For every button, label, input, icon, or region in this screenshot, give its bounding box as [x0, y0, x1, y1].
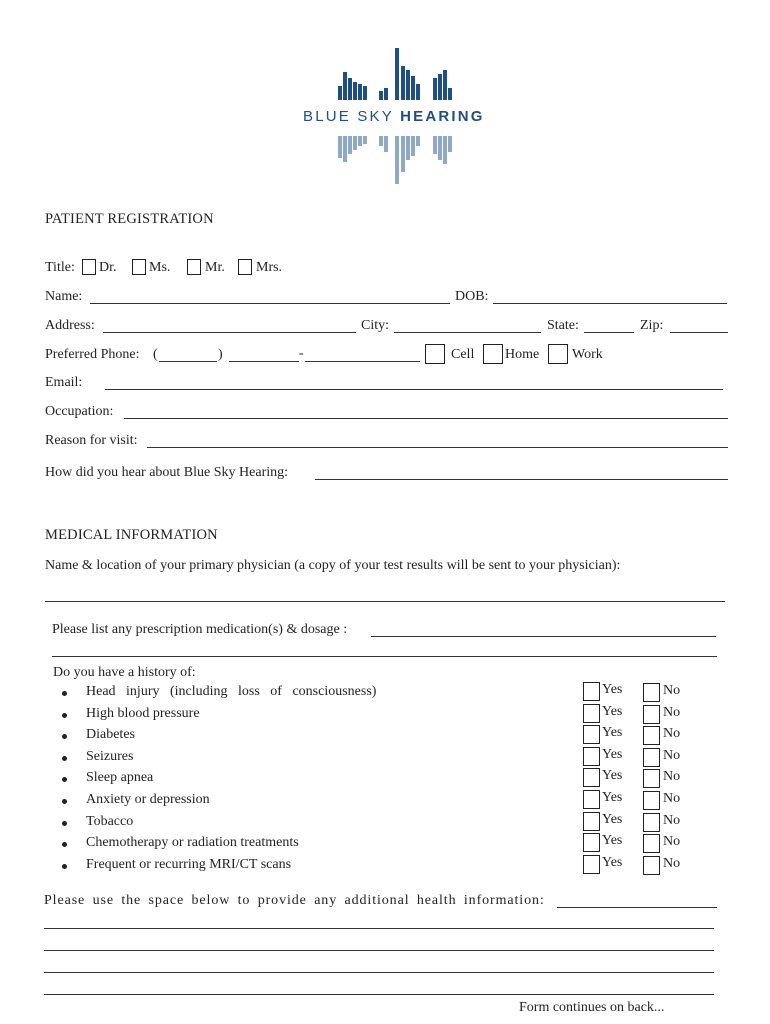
logo-reflection-bar [438, 136, 442, 160]
additional-info-field[interactable] [557, 907, 717, 908]
logo-reflection-bar [416, 136, 420, 146]
registration-heading: PATIENT REGISTRATION [45, 211, 214, 227]
logo-bar [353, 82, 357, 100]
phone-line-field[interactable] [305, 361, 420, 362]
history-yes-label: Yes [602, 833, 623, 848]
bullet-icon [62, 756, 67, 761]
logo-reflection-bar [353, 136, 357, 150]
history-yes-checkbox[interactable] [583, 855, 600, 874]
logo-reflection-bar [433, 136, 437, 154]
logo-bar [343, 72, 347, 100]
history-item-label: Anxiety or depression [86, 792, 210, 807]
bullet-icon [62, 777, 67, 782]
history-yes-checkbox[interactable] [583, 768, 600, 787]
title-label: Title: [45, 260, 75, 275]
additional-info-line[interactable] [44, 928, 714, 929]
history-no-checkbox[interactable] [643, 705, 660, 724]
additional-info-line[interactable] [44, 994, 714, 995]
history-no-label: No [663, 726, 681, 741]
history-item-label: High blood pressure [86, 706, 200, 721]
occupation-label: Occupation: [45, 404, 114, 419]
phone-work-label: Work [572, 347, 603, 362]
history-yes-label: Yes [602, 768, 623, 783]
logo-reflection-bar [406, 136, 410, 160]
title-dr-label: Dr. [99, 260, 117, 275]
title-dr-checkbox[interactable] [82, 259, 96, 275]
medication-field-2[interactable] [52, 656, 717, 657]
history-no-label: No [663, 813, 681, 828]
history-yes-checkbox[interactable] [583, 812, 600, 831]
dob-label: DOB: [455, 289, 489, 304]
logo-text: BLUE SKY HEARING [303, 108, 485, 125]
additional-info-line[interactable] [44, 950, 714, 951]
logo-bar [406, 70, 410, 100]
medication-field[interactable] [371, 636, 716, 637]
history-yes-label: Yes [602, 790, 623, 805]
history-item-label: Head injury (including loss of consciousness) [86, 684, 377, 699]
history-yes-checkbox[interactable] [583, 747, 600, 766]
logo-reflection-bar [384, 136, 388, 152]
bullet-icon [62, 842, 67, 847]
state-label: State: [547, 318, 579, 333]
history-no-checkbox[interactable] [643, 748, 660, 767]
logo-bar [358, 84, 362, 100]
history-no-checkbox[interactable] [643, 813, 660, 832]
logo-bar [438, 74, 442, 100]
history-yes-label: Yes [602, 725, 623, 740]
title-ms-label: Ms. [149, 260, 171, 275]
title-mr-checkbox[interactable] [187, 259, 201, 275]
phone-close-paren: ) [218, 347, 223, 362]
history-no-label: No [663, 748, 681, 763]
history-yes-checkbox[interactable] [583, 704, 600, 723]
city-field[interactable] [394, 332, 541, 333]
phone-work-checkbox[interactable] [548, 344, 568, 364]
bullet-icon [62, 691, 67, 696]
bullet-icon [62, 734, 67, 739]
logo-bar [443, 70, 447, 100]
physician-label: Name & location of your primary physician (a copy of your test results will be sent to your physician): [45, 558, 621, 573]
history-no-checkbox[interactable] [643, 834, 660, 853]
form-continues-note: Form continues on back... [519, 1000, 665, 1015]
history-no-checkbox[interactable] [643, 769, 660, 788]
reason-field[interactable] [147, 447, 728, 448]
additional-info-label: Please use the space below to provide any additional health information: [44, 893, 545, 908]
history-yes-label: Yes [602, 855, 623, 870]
zip-field[interactable] [670, 332, 728, 333]
history-item-label: Frequent or recurring MRI/CT scans [86, 857, 292, 872]
logo-reflection-bar [343, 136, 347, 162]
history-no-label: No [663, 705, 681, 720]
bullet-icon [62, 713, 67, 718]
history-item-label: Chemotherapy or radiation treatments [86, 835, 299, 850]
dob-field[interactable] [493, 303, 727, 304]
history-yes-checkbox[interactable] [583, 682, 600, 701]
logo-bar [384, 88, 388, 100]
medical-heading: MEDICAL INFORMATION [45, 527, 218, 543]
history-no-label: No [663, 769, 681, 784]
history-item-label: Diabetes [86, 727, 135, 742]
history-yes-checkbox[interactable] [583, 725, 600, 744]
phone-cell-checkbox[interactable] [425, 344, 445, 364]
history-yes-label: Yes [602, 812, 623, 827]
reason-label: Reason for visit: [45, 433, 138, 448]
bullet-icon [62, 799, 67, 804]
email-field[interactable] [105, 389, 723, 390]
logo-bar [448, 88, 452, 100]
logo-bar [401, 66, 405, 100]
logo-bar [395, 48, 399, 100]
logo-reflection-bar [358, 136, 362, 146]
additional-info-line[interactable] [44, 972, 714, 973]
phone-cell-label: Cell [451, 347, 475, 362]
city-label: City: [361, 318, 390, 333]
history-yes-checkbox[interactable] [583, 833, 600, 852]
logo-reflection-bar [411, 136, 415, 156]
logo-reflection-bar [448, 136, 452, 152]
history-no-checkbox[interactable] [643, 683, 660, 702]
phone-label: Preferred Phone: [45, 347, 140, 362]
logo [300, 46, 495, 186]
history-no-checkbox[interactable] [643, 726, 660, 745]
logo-bar [416, 84, 420, 100]
history-no-label: No [663, 856, 681, 871]
logo-bar [348, 78, 352, 100]
name-field[interactable] [90, 303, 450, 304]
logo-reflection-bar [395, 136, 399, 184]
physician-field[interactable] [45, 601, 725, 602]
title-mrs-checkbox[interactable] [238, 259, 252, 275]
phone-home-label: Home [505, 347, 540, 362]
phone-open-paren: ( [153, 347, 158, 362]
history-yes-label: Yes [602, 704, 623, 719]
phone-prefix-field[interactable] [229, 361, 299, 362]
state-field[interactable] [584, 332, 634, 333]
phone-home-checkbox[interactable] [483, 344, 503, 364]
logo-bar [433, 78, 437, 100]
history-no-checkbox[interactable] [643, 856, 660, 875]
address-label: Address: [45, 318, 95, 333]
history-no-checkbox[interactable] [643, 791, 660, 810]
history-item-label: Tobacco [86, 814, 134, 829]
phone-dash: - [299, 346, 304, 361]
logo-reflection-bar [401, 136, 405, 172]
logo-reflection-bar [379, 136, 383, 146]
logo-reflection-bar [338, 136, 342, 158]
logo-reflection-bar [348, 136, 352, 154]
logo-reflection-bar [443, 136, 447, 164]
title-ms-checkbox[interactable] [132, 259, 146, 275]
logo-bar [411, 76, 415, 100]
history-item-label: Sleep apnea [86, 770, 154, 785]
address-field[interactable] [103, 332, 356, 333]
occupation-field[interactable] [124, 418, 728, 419]
logo-bar [338, 86, 342, 100]
bullet-icon [62, 864, 67, 869]
hear-about-field[interactable] [315, 479, 728, 480]
history-yes-label: Yes [602, 682, 623, 697]
logo-reflection-bar [363, 136, 367, 144]
history-yes-checkbox[interactable] [583, 790, 600, 809]
title-mrs-label: Mrs. [256, 260, 283, 275]
history-intro: Do you have a history of: [53, 665, 196, 680]
logo-bar [363, 86, 367, 100]
history-no-label: No [663, 834, 681, 849]
history-no-label: No [663, 683, 681, 698]
medication-label: Please list any prescription medication(s) & dosage : [52, 622, 348, 637]
hear-about-label: How did you hear about Blue Sky Hearing: [45, 465, 289, 480]
zip-label: Zip: [640, 318, 664, 333]
title-mr-label: Mr. [205, 260, 225, 275]
name-label: Name: [45, 289, 83, 304]
history-yes-label: Yes [602, 747, 623, 762]
email-label: Email: [45, 375, 83, 390]
bullet-icon [62, 821, 67, 826]
phone-area-code-field[interactable] [159, 361, 217, 362]
logo-bar [379, 91, 383, 100]
history-no-label: No [663, 791, 681, 806]
history-item-label: Seizures [86, 749, 134, 764]
